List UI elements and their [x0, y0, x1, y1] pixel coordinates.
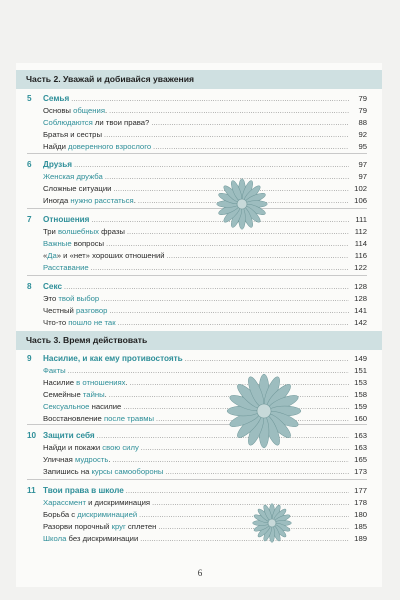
chapter-10 [27, 430, 367, 478]
entry-title [43, 442, 139, 454]
entry-page: 95 [358, 142, 367, 151]
entry-title [43, 226, 125, 238]
entry-page: 128 [354, 294, 367, 303]
toc-entry [27, 105, 367, 117]
dot-leader [152, 498, 349, 510]
chapter-number: 8 [27, 282, 32, 291]
chapter-page: 128 [354, 282, 367, 291]
entry-highlight: Школа [43, 534, 67, 543]
entry-title [43, 293, 99, 305]
entry-page: 178 [354, 498, 367, 507]
chapter-separator [27, 479, 367, 480]
dot-leader [74, 160, 349, 172]
entry-text: вопросы [71, 239, 105, 248]
entry-page: 189 [354, 534, 367, 543]
part-3-header [16, 331, 382, 350]
chapter-separator [27, 208, 367, 209]
entry-page: 173 [354, 467, 367, 476]
entry-highlight: мудрость [74, 455, 109, 464]
entry-title [43, 171, 103, 183]
toc-entry [27, 141, 367, 153]
entry-text: Семейные [43, 390, 83, 399]
entry-page: 141 [354, 306, 367, 315]
chapter-7 [27, 214, 367, 274]
toc-entry [27, 533, 367, 545]
entry-text: Найди [43, 142, 69, 151]
entry-text: Что-то [43, 318, 69, 327]
entry-text: и дискриминация [85, 498, 151, 507]
chapter-title: Секс [43, 282, 63, 291]
toc-entry [27, 454, 367, 466]
entry-highlight: твой выбор [58, 294, 100, 303]
entry-title [43, 533, 138, 545]
dot-leader [71, 94, 349, 106]
entry-text: Основы [43, 106, 74, 115]
part-3-title: Часть 3. Время действовать [26, 335, 148, 345]
chapter-page: 79 [358, 94, 367, 103]
toc-entry [27, 226, 367, 238]
part-2-header [16, 70, 382, 89]
dot-leader [139, 510, 349, 522]
chapter-5 [27, 93, 367, 153]
chapter-row [27, 93, 367, 105]
entry-page: 185 [354, 522, 367, 531]
entry-page: 88 [358, 118, 367, 127]
chapter-number: 7 [27, 215, 32, 224]
entry-text: Восстановление [43, 414, 104, 423]
entry-text: « [43, 251, 48, 260]
entry-title [43, 129, 102, 141]
entry-title [43, 141, 151, 153]
chapter-row [27, 281, 367, 293]
entry-page: 153 [354, 378, 367, 387]
chapter-row [27, 353, 367, 365]
entry-text: сплетен [125, 522, 157, 531]
chapter-title: Друзья [43, 160, 73, 169]
part-2-title: Часть 2. Уважай и добивайся уважения [26, 74, 195, 84]
entry-title [43, 497, 150, 509]
chapter-title: Насилие, и как ему противостоять [43, 354, 183, 363]
entry-highlight: разговор [75, 306, 108, 315]
toc-entry [27, 389, 367, 401]
toc-entry [27, 195, 367, 207]
chapter-page: 163 [354, 431, 367, 440]
dot-leader [140, 534, 349, 546]
entry-title [43, 183, 111, 195]
toc-entry [27, 377, 367, 389]
entry-highlight: общения [73, 106, 105, 115]
entry-title [43, 389, 107, 401]
dot-leader [64, 282, 349, 294]
entry-page: 160 [354, 414, 367, 423]
entry-title [43, 509, 137, 521]
dot-leader [165, 467, 349, 479]
dot-leader [91, 263, 349, 275]
toc-entry [27, 183, 367, 195]
entry-text: Запишись на [43, 467, 92, 476]
entry-page: 180 [354, 510, 367, 519]
entry-title [43, 365, 66, 377]
entry-title [43, 466, 163, 478]
chapter-title: Семья [43, 94, 70, 103]
chapter-page: 149 [354, 354, 367, 363]
toc-entry [27, 509, 367, 521]
entry-page: 163 [354, 443, 367, 452]
toc-entry [27, 293, 367, 305]
entry-page: 116 [354, 251, 367, 260]
chapter-title: Твои права в школе [43, 486, 124, 495]
entry-text: . [104, 390, 107, 399]
entry-title [43, 195, 136, 207]
toc-entry [27, 365, 367, 377]
entry-page: 158 [354, 390, 367, 399]
chapter-page: 177 [354, 486, 367, 495]
entry-text: фразы [98, 227, 125, 236]
entry-title [43, 454, 111, 466]
entry-highlight: волшебных [57, 227, 99, 236]
chapter-row [27, 430, 367, 442]
chapter-title: Защити себя [43, 431, 95, 440]
entry-text: Борьба с [43, 510, 78, 519]
toc-entry [27, 171, 367, 183]
entry-title [43, 305, 107, 317]
entry-title [43, 401, 121, 413]
entry-highlight: дискриминацией [77, 510, 138, 519]
entry-text: Братья и сестры [43, 130, 102, 139]
page-number: 6 [197, 568, 203, 578]
entry-highlight: Женская дружба [43, 172, 103, 181]
chapter-number: 10 [27, 431, 37, 440]
entry-title [43, 262, 89, 274]
entry-title [43, 238, 104, 250]
entry-page: 106 [354, 196, 367, 205]
entry-text: . [105, 106, 108, 115]
entry-title [43, 105, 107, 117]
entry-page: 151 [354, 366, 367, 375]
entry-page: 159 [354, 402, 367, 411]
entry-highlight: Факты [43, 366, 66, 375]
chapter-separator [27, 424, 367, 425]
entry-highlight: Да [47, 251, 57, 260]
entry-text: Честный [43, 306, 76, 315]
entry-text: Уличная [43, 455, 75, 464]
entry-title [43, 117, 149, 129]
dot-leader [109, 306, 349, 318]
chapter-8 [27, 281, 367, 329]
entry-page: 122 [354, 263, 367, 272]
chapter-number: 5 [27, 94, 32, 103]
toc-entry [27, 497, 367, 509]
dot-leader [185, 354, 349, 366]
chapter-row [27, 159, 367, 171]
entry-text: . [108, 455, 111, 464]
daisy-flower-icon [226, 373, 302, 449]
entry-title [43, 317, 116, 329]
entry-page: 114 [354, 239, 367, 248]
entry-page: 112 [354, 227, 367, 236]
entry-highlight: круг [111, 522, 126, 531]
toc-entry [27, 401, 367, 413]
entry-highlight: после травмы [103, 414, 155, 423]
chapter-9 [27, 353, 367, 425]
entry-text: Разорви порочный [43, 522, 112, 531]
entry-text: насилие [89, 402, 122, 411]
entry-highlight: тайны [82, 390, 105, 399]
entry-page: 165 [354, 455, 367, 464]
chapter-number: 9 [27, 354, 32, 363]
chapter-row [27, 485, 367, 497]
entry-title [43, 250, 165, 262]
dot-leader [118, 318, 349, 330]
entry-text: Найди и покажи [43, 443, 103, 452]
entry-text: без дискриминации [66, 534, 139, 543]
entry-highlight: Расставание [43, 263, 89, 272]
toc-entry [27, 317, 367, 329]
entry-text: . [125, 378, 128, 387]
entry-highlight: Важные [43, 239, 72, 248]
entry-title [43, 521, 156, 533]
chapter-separator [27, 275, 367, 276]
chapter-title: Отношения [43, 215, 90, 224]
chapter-11 [27, 485, 367, 545]
entry-highlight: курсы самообороны [91, 467, 164, 476]
entry-highlight: доверенного взрослого [68, 142, 152, 151]
daisy-flower-icon [216, 178, 268, 230]
entry-text: Иногда [43, 196, 71, 205]
entry-page: 92 [358, 130, 367, 139]
entry-highlight: Сексуальное [43, 402, 90, 411]
entry-highlight: свою силу [102, 443, 139, 452]
entry-highlight: Соблюдаются [43, 118, 93, 127]
entry-page: 102 [354, 184, 367, 193]
toc-entry [27, 442, 367, 454]
toc-entry [27, 466, 367, 478]
toc-entry [27, 117, 367, 129]
entry-highlight: пошло не так [68, 318, 116, 327]
entry-text: Насилие [43, 378, 77, 387]
chapter-page: 111 [355, 215, 367, 224]
chapter-number: 11 [27, 486, 36, 495]
entry-highlight: в отношениях [76, 378, 126, 387]
entry-text: » и «нет» хороших отношений [56, 251, 165, 260]
dot-leader [101, 294, 349, 306]
dot-leader [151, 118, 349, 130]
toc-entry [27, 250, 367, 262]
dot-leader [126, 486, 349, 498]
chapter-6 [27, 159, 367, 207]
toc-entry [27, 129, 367, 141]
chapter-separator [27, 153, 367, 154]
toc-entry [27, 238, 367, 250]
entry-highlight: Харассмент [43, 498, 86, 507]
entry-page: 142 [354, 318, 367, 327]
entry-text: Это [43, 294, 59, 303]
chapter-number: 6 [27, 160, 32, 169]
entry-text: . [133, 196, 136, 205]
dot-leader [167, 251, 349, 263]
entry-title [43, 377, 128, 389]
entry-text: Три [43, 227, 58, 236]
entry-text: ли твои права? [92, 118, 150, 127]
entry-page: 97 [358, 172, 367, 181]
daisy-flower-icon [252, 503, 292, 543]
entry-page: 79 [358, 106, 367, 115]
entry-text: Сложные ситуации [43, 184, 112, 193]
toc-entry [27, 262, 367, 274]
toc-entry [27, 305, 367, 317]
entry-highlight: нужно расстаться [70, 196, 134, 205]
chapter-page: 97 [358, 160, 367, 169]
chapter-row [27, 214, 367, 226]
toc-entry [27, 521, 367, 533]
